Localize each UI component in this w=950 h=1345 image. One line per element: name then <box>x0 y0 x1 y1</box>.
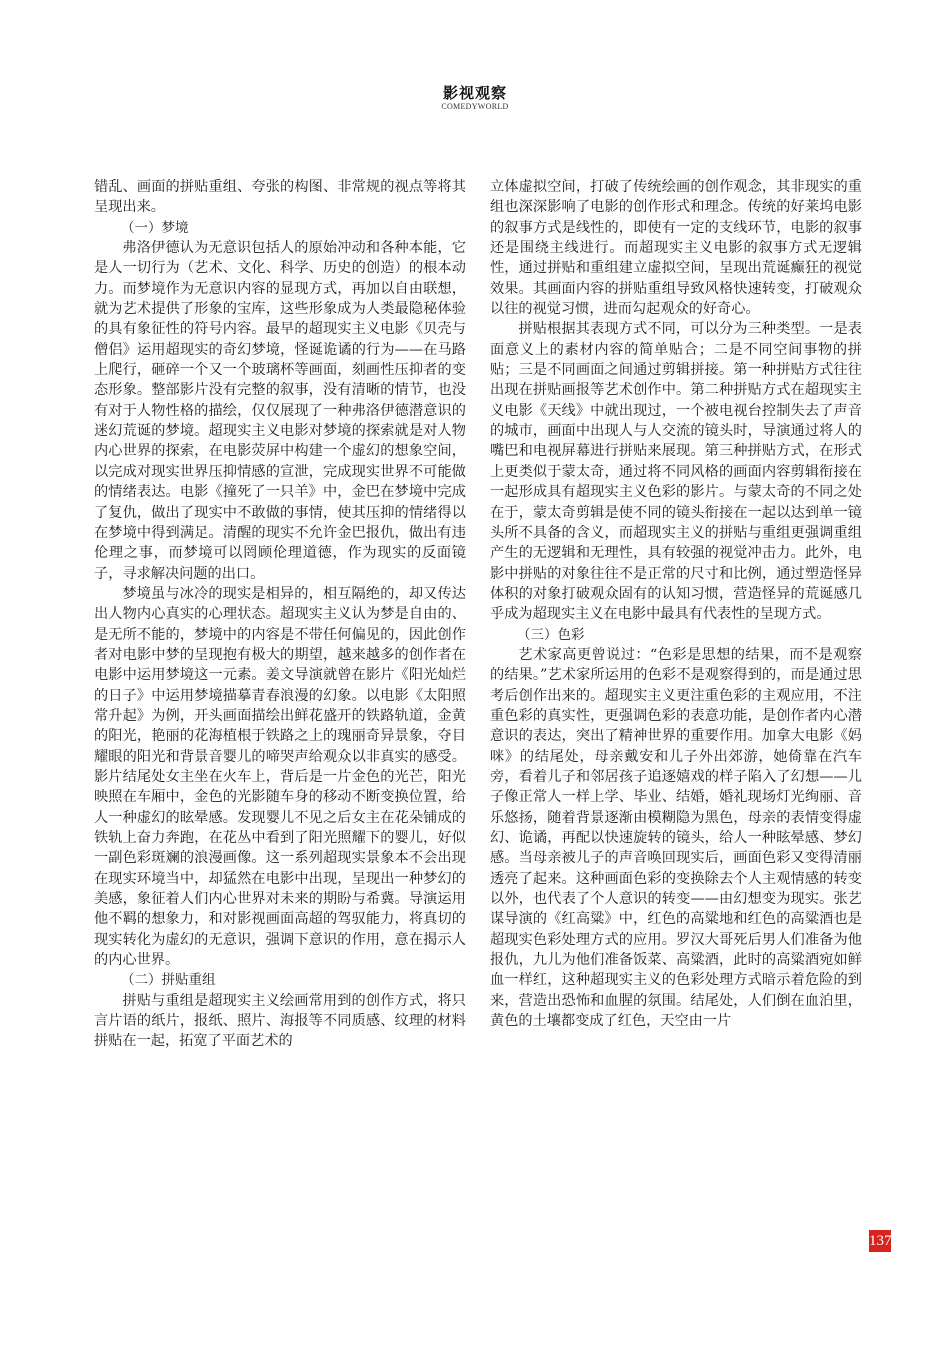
left-column <box>94 177 466 1052</box>
journal-header <box>0 84 950 111</box>
paragraph: 梦境虽与冰冷的现实是相异的，相互隔绝的，却又传达出人物内心真实的心理状态。超现实主义认为梦是自由的、是无所不能的，梦境中的内容是不带任何偏见的，因此创作者对电影中梦的呈现抱有极大的期望，越来越多的创作者在电影中运用梦境这一元素。姜文导演就曾在影片《阳光灿烂的日子》中运用梦境描摹青春浪漫的幻象。以电影《太阳照常升起》为例，开头画面描绘出鲜花盛开的铁路轨道，金黄的阳光，艳丽的花海植根于铁路之上的瑰丽奇异景象，夺目耀眼的阳光和背景音婴儿的啼哭声给观众以非真实的感受。影片结尾处女主坐在火车上，背后是一片金色的光芒，阳光映照在车厢中，金色的光影随车身的移动不断变换位置，给人一种虚幻的眩晕感。发现婴儿不见之后女主在花朵铺成的铁轨上奋力奔跑，在花丛中看到了阳光照耀下的婴儿，好似一副色彩斑斓的浪漫画像。这一系列超现实景象本不会出现在现实环境当中，却猛然在电影中出现，呈现出一种梦幻的美感，象征着人们内心世界对未来的期盼与希冀。导演运用他不羁的想象力，和对影视画面高超的驾驭能力，将真切的现实转化为虚幻的无意识，强调下意识的作用，意在揭示人的内心世界。 <box>94 585 466 969</box>
paragraph: 拼贴根据其表现方式不同，可以分为三种类型。一是表面意义上的素材内容的简单贴合；二是不同空间事物的拼贴；三是不同画面之间通过剪辑拼接。第一种拼贴方式往往出现在拼贴画报等艺术创作中。第二种拼贴方式在超现实主义电影《天线》中就出现过，一个被电视台控制失去了声音的城市，画面中出现人与人交流的镜头时，导演通过将人的嘴巴和电视屏幕进行拼贴来展现。第三种拼贴方式，在形式上更类似于蒙太奇，通过将不同风格的画面内容剪辑衔接在一起形成具有超现实主义色彩的影片。与蒙太奇的不同之处在于，蒙太奇剪辑是使不同的镜头衔接在一起以达到单一镜头所不具备的含义，而超现实主义的拼贴与重组更强调重组产生的无逻辑和无理性，具有较强的视觉冲击力。此外，电影中拼贴的对象往往不是正常的尺寸和比例，通过塑造怪异体积的对象打破观众固有的认知习惯，营造怪异的荒诞感几乎成为超现实主义在电影中最具有代表性的呈现方式。 <box>490 321 862 623</box>
paragraph-continued: 错乱、画面的拼贴重组、夸张的构图、非常规的视点等将其呈现出来。 <box>94 179 466 216</box>
journal-logo-subtitle: COMEDYWORLD <box>441 102 509 111</box>
paragraph: 弗洛伊德认为无意识包括人的原始冲动和各种本能，它是人一切行为（艺术、文化、科学、历史的创造）的根本动力。而梦境作为无意识内容的显现方式，再加以自由联想，就为艺术提供了形象的宝库，这些形象成为人类最隐秘体验的具有象征性的符号内容。最早的超现实主义电影《贝壳与僧侣》运用超现实的奇幻梦境，怪诞诡谲的行为——在马路上爬行，砸碎一个又一个玻璃杯等画面，刻画性压抑者的变态形象。整部影片没有完整的叙事，没有清晰的情节，也没有对于人物性格的描绘，仅仅展现了一种弗洛伊德潜意识的迷幻荒诞的梦境。超现实主义电影对梦境的探索就是对人物内心世界的探索，在电影荧屏中构建一个虚幻的想象空间，以完成对现实世界压抑情感的宣泄，完成现实世界不可能做的情绪表达。电影《撞死了一只羊》中，金巴在梦境中完成了复仇，做出了现实中不敢做的事情，使其压抑的情绪得以在梦境中得到满足。清醒的现实不允许金巴报仇，做出有违伦理之事，而梦境可以罔顾伦理道德，作为现实的反面镜子，寻求解决问题的出口。 <box>94 240 466 582</box>
page-number: 137 <box>869 1230 891 1252</box>
section-heading-dream: （一）梦境 <box>121 219 189 236</box>
paragraph: 拼贴与重组是超现实主义绘画常用到的创作方式，将只言片语的纸片，报纸、照片、海报等不同质感、纹理的材料拼贴在一起，拓宽了平面艺术的 <box>94 992 466 1050</box>
right-column <box>490 177 862 1031</box>
paragraph-continued: 立体虚拟空间，打破了传统绘画的创作观念，其非现实的重组也深深影响了电影的创作形式和理念。传统的好莱坞电影的叙事方式是线性的，即使有一定的支线环节，电影的叙事还是围绕主线进行。而超现实主义电影的叙事方式无逻辑性，通过拼贴和重组建立虚拟空间，呈现出荒诞癫狂的视觉效果。其画面内容的拼贴重组导致风格快速转变，打破观众以往的视觉习惯，进而勾起观众的好奇心。 <box>490 179 862 318</box>
section-heading-collage: （二）拼贴重组 <box>121 972 216 989</box>
section-heading-color: （三）色彩 <box>517 626 585 643</box>
paragraph: 艺术家高更曾说过：“色彩是思想的结果，而不是观察的结果。”艺术家所运用的色彩不是观察得到的，而是通过思考后创作出来的。超现实主义更注重色彩的主观应用，不注重色彩的真实性，更强调色彩的表意功能，是创作者内心潜意识的表达，突出了精神世界的重要作用。加拿大电影《妈咪》的结尾处，母亲戴安和儿子外出郊游，她倚靠在汽车旁，看着儿子和邻居孩子追逐嬉戏的样子陷入了幻想——儿子像正常人一样上学、毕业、结婚，婚礼现场灯光绚丽、音乐悠扬，随着背景逐渐由模糊隐为黑色，母亲的表情变得虚幻、诡谲，再配以快速旋转的镜头，给人一种眩晕感、梦幻感。当母亲被儿子的声音唤回现实后，画面色彩又变得清丽透亮了起来。这种画面色彩的变换除去个人主观情感的转变以外，也代表了个人意识的转变——由幻想变为现实。张艺谋导演的《红高粱》中，红色的高粱地和红色的高粱酒也是超现实色彩处理方式的应用。罗汉大哥死后男人们准备为他报仇，九儿为他们准备饭菜、高粱酒，此时的高粱酒宛如鲜血一样红，这种超现实主义的色彩处理方式暗示着危险的到来，营造出恐怖和血腥的氛围。结尾处，人们倒在血泊里，黄色的土壤都变成了红色，天空由一片 <box>490 646 862 1030</box>
journal-logo-title: 影视观察 <box>442 84 507 102</box>
